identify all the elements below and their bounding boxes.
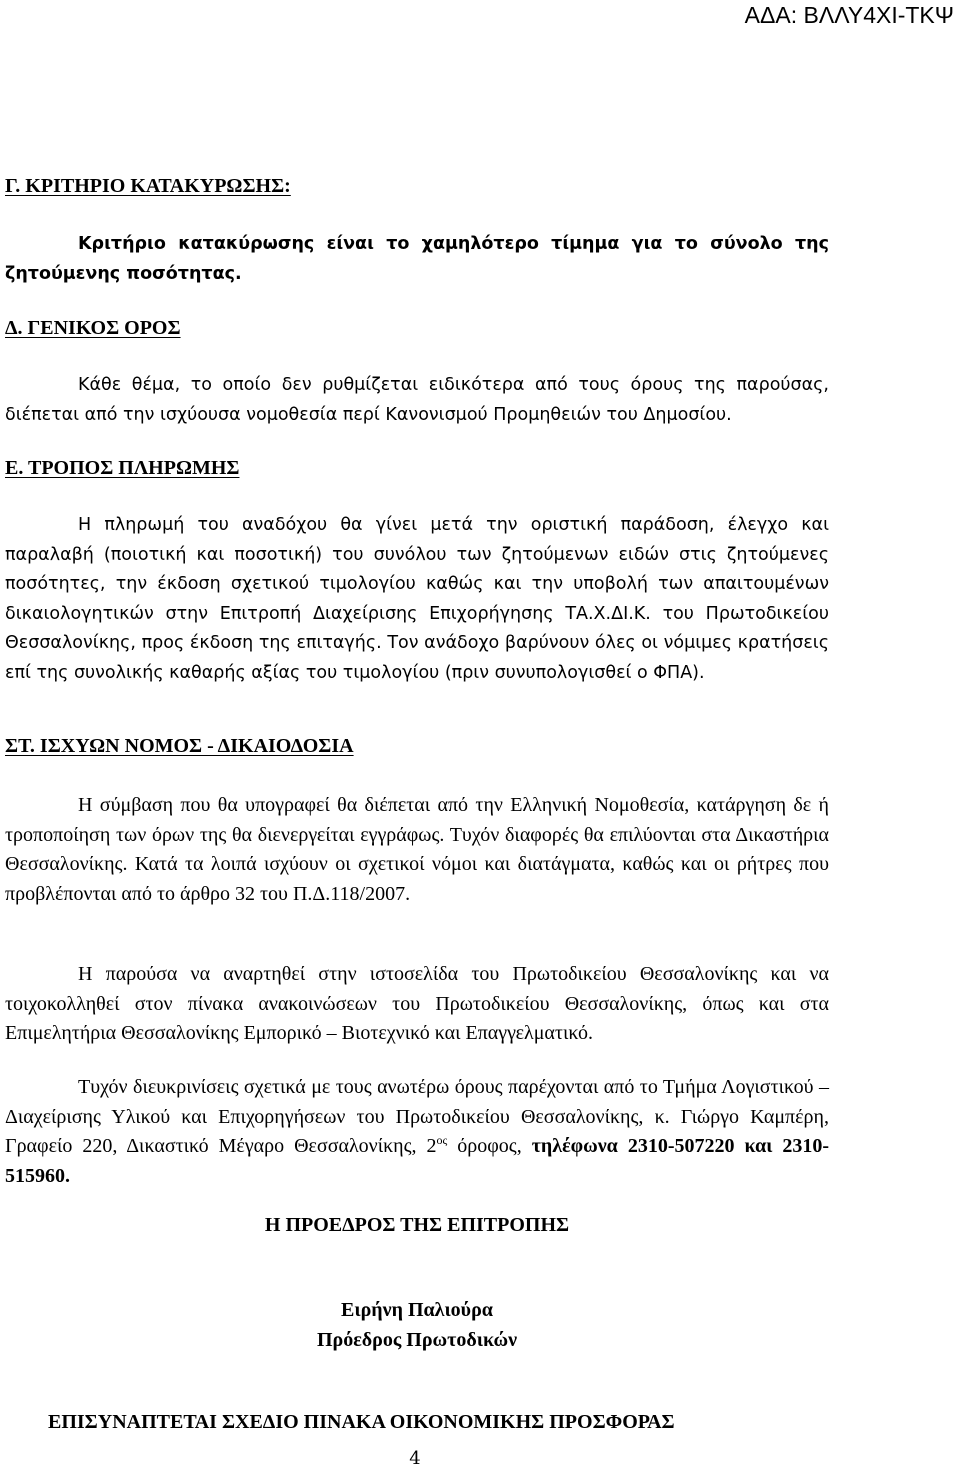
- signer-role: Πρόεδρος Πρωτοδικών: [316, 1329, 518, 1351]
- section-g-title: Γ. ΚΡΙΤΗΡΙΟ ΚΑΤΑΚΥΡΩΣΗΣ:: [5, 175, 291, 197]
- section-st-text-1: Η σύμβαση που θα υπογραφεί θα διέπεται από την Ελληνική Νομοθεσία, κατάργηση δε ή τροποποίηση των όρων της θα διενεργείται εγγράφως. Τυχόν διαφορές θα επιλύονται στα Δικαστήρια Θεσσαλονίκης. Κατά τα λοιπά ισχύουν οι σχετικοί νόμοι και διατάγματα, καθώς και οι ρήτρες που προβλέπονται από το άρθρο 32 του Π.Δ.118/2007.: [5, 794, 829, 905]
- section-st-text-3a: Τυχόν διευκρινίσεις σχετικά με τους ανωτέρω όρους παρέχονται από το Τμήμα Λογιστικού – Διαχείρισης Υλικού και Επιχορηγήσεων του Πρωτοδικείου Θεσσαλονίκης, κ. Γιώργο Καμπέρη, Γραφείο 220, Δικαστικό Μέγαρο Θεσσαλονίκης, 2: [5, 1076, 829, 1158]
- ada-code: ΑΔΑ: ΒΛΛΥ4ΧΙ-ΤΚΨ: [744, 2, 954, 28]
- section-d-text: Κάθε θέμα, το οποίο δεν ρυθμίζεται ειδικότερα από τους όρους της παρούσας, διέπεται από την ισχύουσα νομοθεσία περί Κανονισμού Προμηθειών του Δημοσίου.: [5, 375, 829, 425]
- page-number: 4: [409, 1448, 421, 1469]
- section-e-text: Η πληρωμή του αναδόχου θα γίνει μετά την οριστική παράδοση, έλεγχο και παραλαβή (ποιοτική και ποσοτική) του συνόλου των ζητούμενων ειδών στις ζητούμενες ποσότητες, την έκδοση σχετικού τιμολογίου καθώς και την υποβολή των απαιτουμένων δικαιολογητικών στην Επιτροπή Διαχείρισης Επιχορήγησης ΤΑ.Χ.ΔΙ.Κ. του Πρωτοδικείου Θεσσαλονίκης, προς έκδοση της επιταγής. Τον ανάδοχο βαρύνουν όλες οι νόμιμες κρατήσεις επί της συνολικής καθαρής αξίας του τιμολογίου (πριν συνυπολογισθεί ο ΦΠΑ).: [5, 515, 829, 683]
- section-st-text-3-sup: ος: [436, 1133, 448, 1148]
- section-d-title: Δ. ΓΕΝΙΚΟΣ ΟΡΟΣ: [5, 317, 181, 339]
- section-st-title: ΣΤ. ΙΣΧΥΩΝ ΝΟΜΟΣ - ΔΙΚΑΙΟΔΟΣΙΑ: [5, 735, 354, 757]
- section-g-text: Κριτήριο κατακύρωσης είναι το χαμηλότερο τίμημα για το σύνολο της ζητούμενης ποσότητας.: [5, 234, 829, 284]
- signer-name: Ειρήνη Παλιούρα: [341, 1299, 493, 1321]
- phone-numbers: τηλέφωνα 2310-507220 και 2310-515960.: [5, 1135, 829, 1187]
- section-st-text-2: Η παρούσα να αναρτηθεί στην ιστοσελίδα του Πρωτοδικείου Θεσσαλονίκης και να τοιχοκολληθεί στον πίνακα ανακοινώσεων του Πρωτοδικείου Θεσσαλονίκης, όπως και στα Επιμελητήρια Θεσσαλονίκης Εμπορικό – Βιοτεχνικό και Επαγγελματικό.: [5, 963, 829, 1045]
- section-e-title: Ε. ΤΡΟΠΟΣ ΠΛΗΡΩΜΗΣ: [5, 457, 240, 479]
- section-st-text-3b: όροφος,: [447, 1135, 532, 1158]
- attachment-note: ΕΠΙΣΥΝΑΠΤΕΤΑΙ ΣΧΕΔΙΟ ΠΙΝΑΚΑ ΟΙΚΟΝΟΜΙΚΗΣ ΠΡΟΣΦΟΡΑΣ: [48, 1411, 675, 1433]
- section-st-text-3: [5, 1073, 829, 1191]
- committee-signature: Η ΠΡΟΕΔΡΟΣ ΤΗΣ ΕΠΙΤΡΟΠΗΣ: [264, 1214, 570, 1236]
